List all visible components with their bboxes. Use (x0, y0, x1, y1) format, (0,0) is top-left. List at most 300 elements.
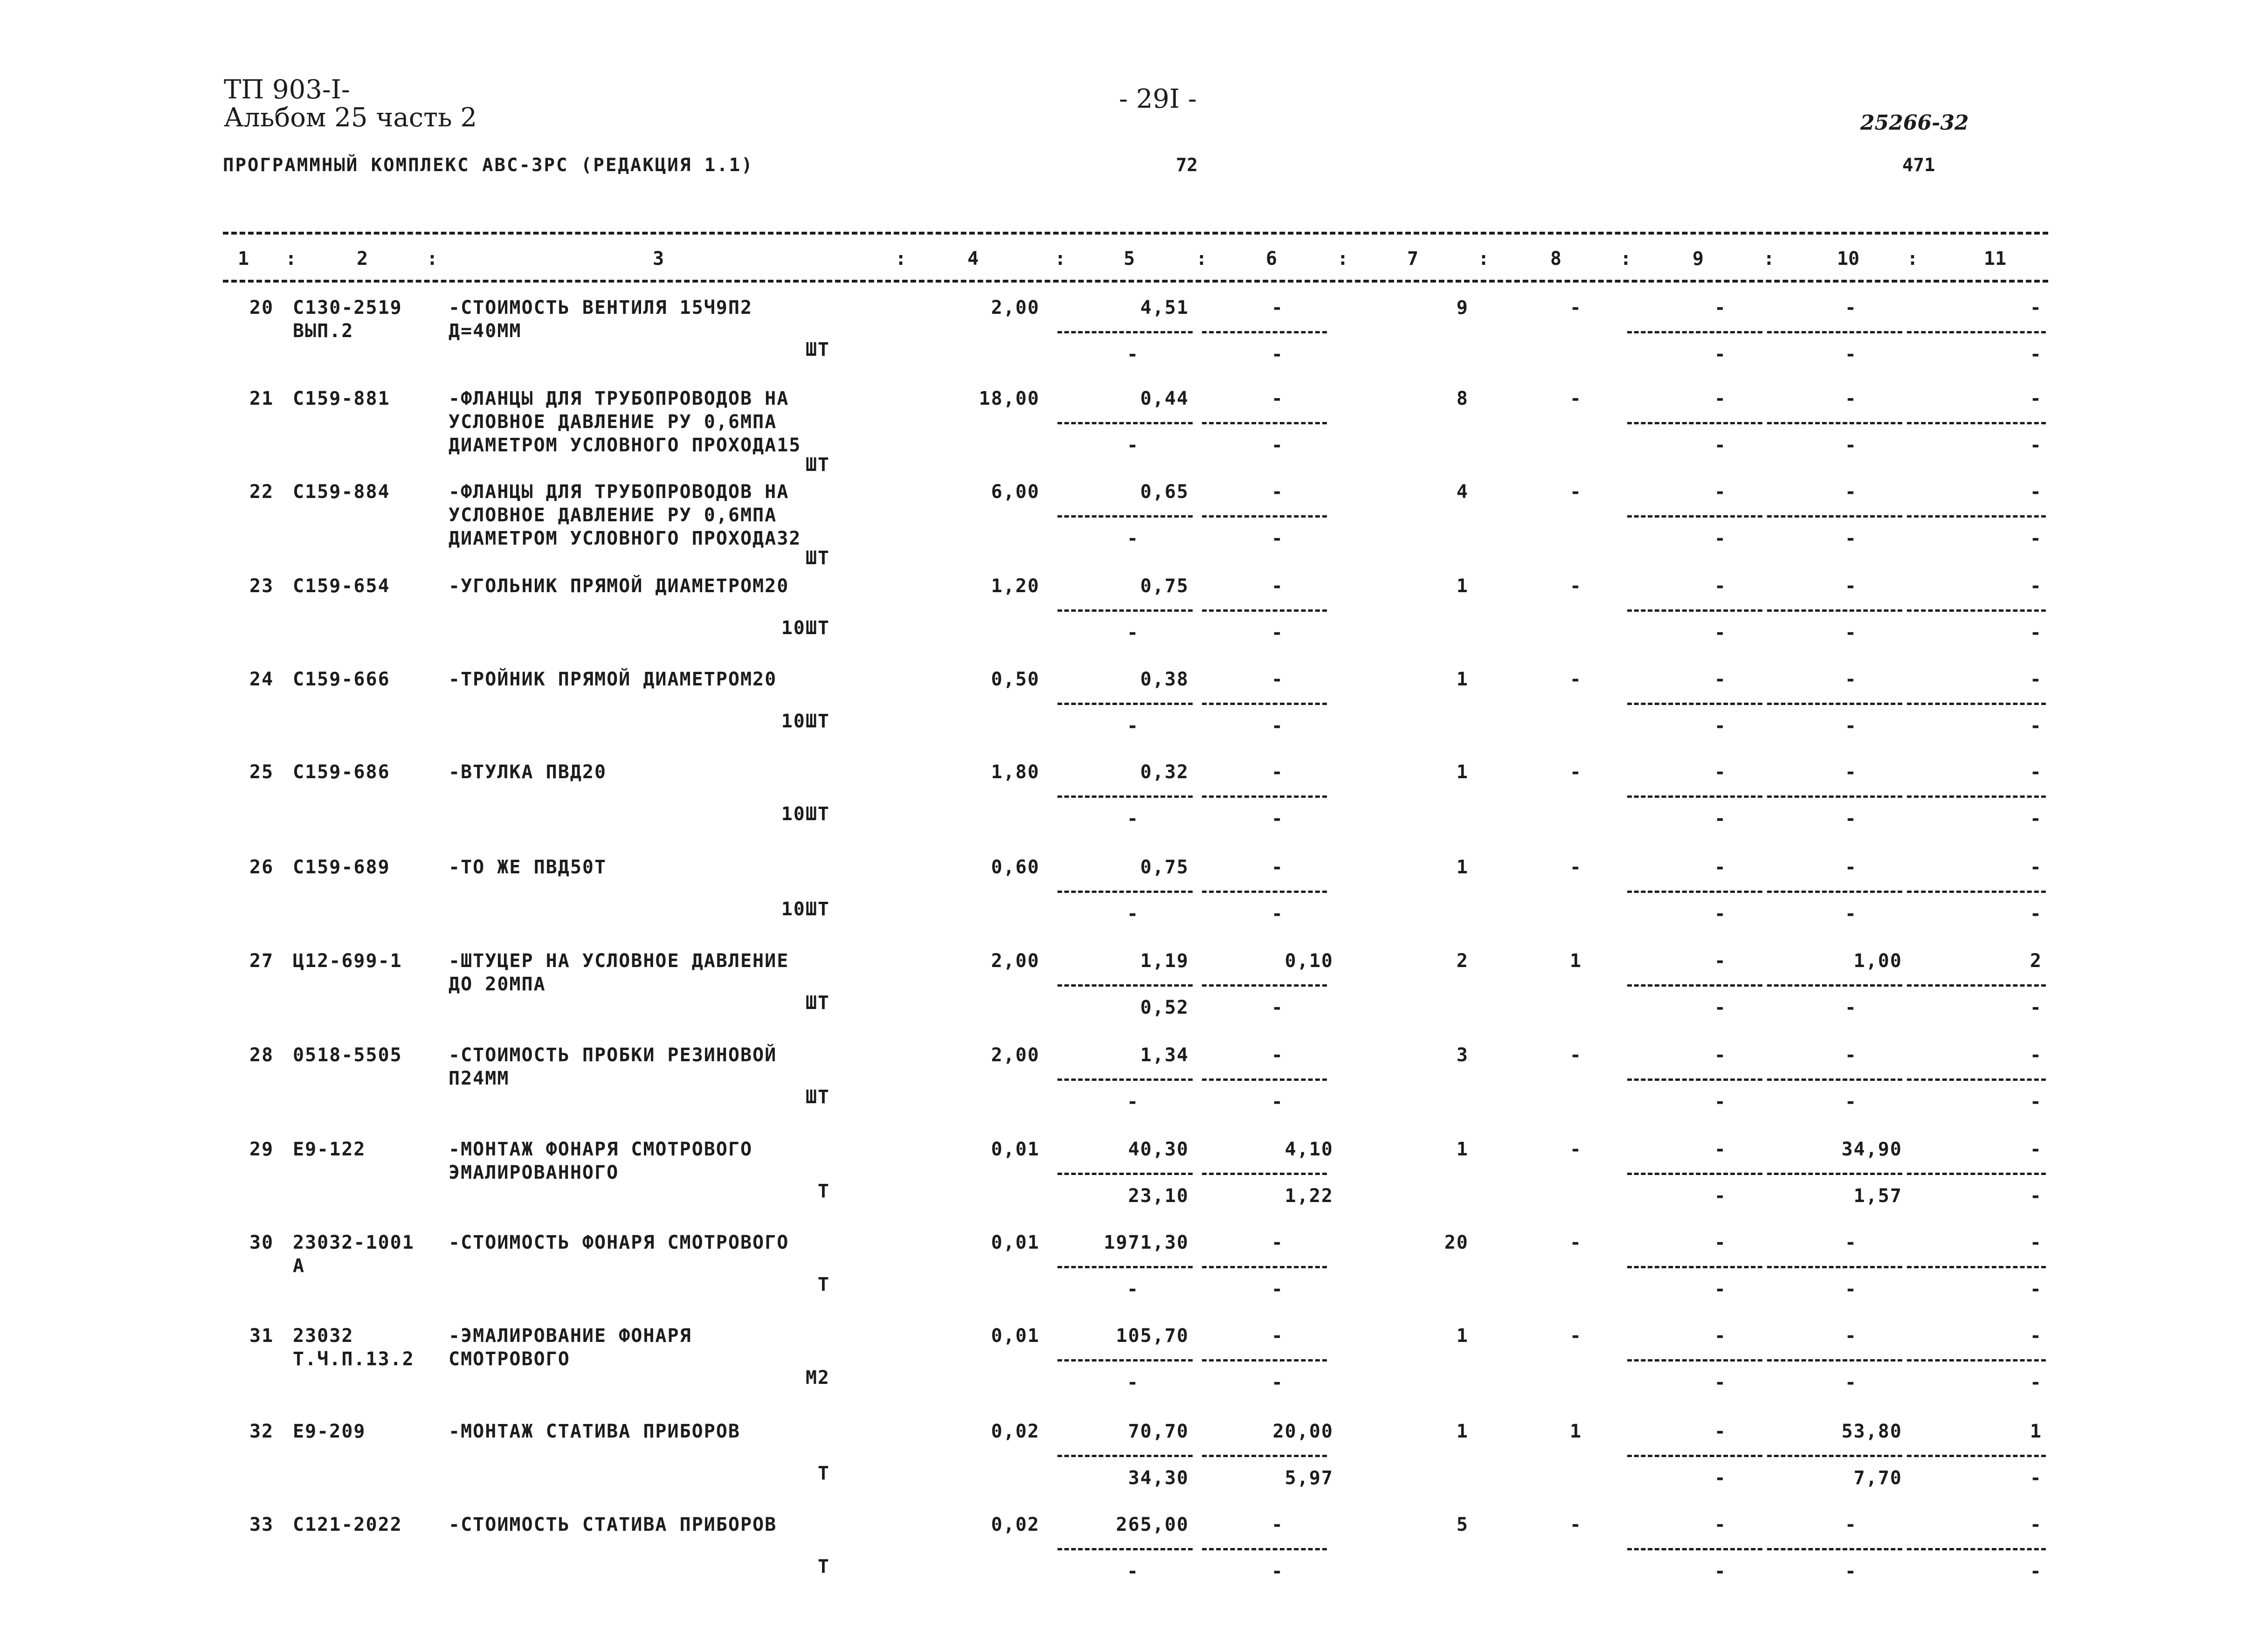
cost-divider (1907, 891, 2046, 893)
column-9-sub: - (1714, 435, 1727, 456)
cost-machines-sub: - (1271, 1561, 1284, 1582)
rate-code-extra: Т.Ч.П.13.2 (293, 1348, 414, 1370)
rate-code-extra: А (293, 1255, 305, 1277)
cost-divider (1627, 515, 1762, 518)
column-11-value: 1 (2030, 1421, 2042, 1442)
cost-divider (1627, 1455, 1762, 1457)
column-9-value: - (1714, 388, 1727, 409)
column-7-value: 1 (1456, 1139, 1469, 1160)
column-separator: : (1478, 248, 1490, 270)
row-number: 29 (249, 1139, 274, 1160)
rate-code: 0518-5505 (293, 1044, 402, 1066)
cost-divider (1627, 891, 1762, 893)
unit-of-measure: Т (817, 1463, 830, 1484)
cost-total-sub: - (1126, 903, 1139, 925)
row-number: 25 (249, 761, 274, 783)
column-9-value: - (1714, 575, 1727, 597)
cost-total-sub: - (1126, 528, 1139, 549)
item-description: -ТО ЖЕ ПВД50Т (449, 857, 607, 878)
cost-divider (1907, 331, 2046, 333)
column-separator: : (1337, 248, 1349, 270)
cost-machines: - (1271, 669, 1284, 690)
item-description: -МОНТАЖ ФОНАРЯ СМОТРОВОГО (449, 1139, 753, 1160)
column-11-value: - (2030, 669, 2042, 690)
quantity: 0,60 (991, 857, 1040, 878)
column-separator: : (1620, 248, 1632, 270)
item-description: ДИАМЕТРОМ УСЛОВНОГО ПРОХОДА15 (449, 435, 801, 456)
quantity: 0,02 (991, 1514, 1040, 1535)
item-description: -ФЛАНЦЫ ДЛЯ ТРУБОПРОВОДОВ НА (449, 388, 789, 409)
cost-machines: - (1271, 1514, 1284, 1535)
column-10-value: - (1844, 669, 1857, 690)
column-header-11: 11 (1984, 248, 2007, 270)
column-10-sub: - (1844, 1091, 1857, 1113)
column-10-sub: - (1844, 808, 1857, 829)
cost-divider (1627, 331, 1762, 333)
row-number: 26 (249, 857, 274, 878)
column-11-sub: - (2030, 435, 2042, 456)
column-header-2: 2 (357, 248, 368, 270)
cost-total-sub: - (1126, 1561, 1139, 1582)
cost-divider (1907, 422, 2046, 424)
column-9-value: - (1714, 1044, 1727, 1066)
row-number: 22 (249, 481, 274, 503)
cost-total-sub: - (1126, 715, 1139, 737)
column-10-value: - (1844, 388, 1857, 409)
item-description: -ВТУЛКА ПВД20 (449, 761, 607, 783)
cost-total: 265,00 (1116, 1514, 1189, 1535)
cost-divider (1767, 422, 1902, 424)
cost-divider (1767, 1173, 1902, 1175)
cost-divider (1907, 1455, 2046, 1457)
cost-divider (1767, 1359, 1902, 1362)
column-11-sub: - (2030, 622, 2042, 643)
column-9-sub: - (1714, 1467, 1727, 1489)
cost-divider (1057, 1455, 1193, 1457)
cost-divider (1627, 1266, 1762, 1268)
column-11-value: - (2030, 481, 2042, 503)
column-11-value: - (2030, 1325, 2042, 1347)
unit-of-measure: Т (817, 1274, 830, 1295)
column-7-value: 20 (1444, 1232, 1469, 1253)
column-11-sub: - (2030, 528, 2042, 549)
cost-total: 70,70 (1128, 1421, 1189, 1442)
row-number: 30 (249, 1232, 274, 1253)
item-description: -ЭМАЛИРОВАНИЕ ФОНАРЯ (449, 1325, 692, 1347)
cost-divider (1627, 795, 1762, 798)
column-8-value: - (1569, 481, 1582, 503)
cost-divider (1767, 891, 1902, 893)
cost-machines: - (1271, 1044, 1284, 1066)
column-9-sub: - (1714, 808, 1727, 829)
cost-machines: 0,10 (1284, 950, 1333, 972)
cost-divider (1057, 422, 1193, 424)
column-8-value: - (1569, 1514, 1582, 1535)
rate-code: С159-881 (293, 388, 390, 409)
column-7-value: 1 (1456, 1325, 1469, 1347)
item-description: СМОТРОВОГО (449, 1348, 570, 1370)
cost-divider (1057, 891, 1193, 893)
column-10-value: 1,00 (1853, 950, 1902, 972)
cost-total: 0,75 (1140, 575, 1189, 597)
column-10-value: - (1844, 857, 1857, 878)
column-8-value: 1 (1569, 1421, 1582, 1442)
cost-machines-sub: - (1271, 435, 1284, 456)
column-8-value: - (1569, 669, 1582, 690)
cost-machines-sub: - (1271, 808, 1284, 829)
column-9-sub: - (1714, 1561, 1727, 1582)
item-description: -ТРОЙНИК ПРЯМОЙ ДИАМЕТРОМ20 (449, 669, 777, 690)
item-description: -СТОИМОСТЬ ВЕНТИЛЯ 15Ч9П2 (449, 297, 753, 318)
column-9-sub: - (1714, 344, 1727, 365)
item-description: ДИАМЕТРОМ УСЛОВНОГО ПРОХОДА32 (449, 528, 801, 549)
unit-of-measure: ШТ (805, 339, 830, 360)
row-number: 24 (249, 669, 274, 690)
cost-divider (1057, 1266, 1193, 1268)
rate-code: С121-2022 (293, 1514, 402, 1535)
column-9-value: - (1714, 1325, 1727, 1347)
column-separator: : (427, 248, 438, 270)
item-description: Д=40ММ (449, 320, 522, 342)
column-9-value: - (1714, 481, 1727, 503)
cost-divider (1202, 1455, 1327, 1457)
column-11-value: - (2030, 575, 2042, 597)
cost-divider (1907, 609, 2046, 612)
column-7-value: 5 (1456, 1514, 1469, 1535)
cost-total: 0,32 (1140, 761, 1189, 783)
unit-of-measure: 10ШТ (781, 617, 830, 639)
cost-divider (1627, 703, 1762, 705)
cost-divider (1907, 1359, 2046, 1362)
cost-total-sub: - (1126, 1091, 1139, 1113)
column-11-sub: - (2030, 808, 2042, 829)
item-description: -ШТУЦЕР НА УСЛОВНОЕ ДАВЛЕНИЕ (449, 950, 789, 972)
column-9-value: - (1714, 1514, 1727, 1535)
cost-machines: 20,00 (1272, 1421, 1333, 1442)
item-description: -ФЛАНЦЫ ДЛЯ ТРУБОПРОВОДОВ НА (449, 481, 789, 503)
item-description: УСЛОВНОЕ ДАВЛЕНИЕ РУ 0,6МПА (449, 505, 777, 526)
column-8-value: - (1569, 1325, 1582, 1347)
cost-total: 0,38 (1140, 669, 1189, 690)
item-description: УСЛОВНОЕ ДАВЛЕНИЕ РУ 0,6МПА (449, 411, 777, 433)
column-10-value: - (1844, 1232, 1857, 1253)
cost-total-sub: - (1126, 808, 1139, 829)
column-10-sub: 7,70 (1853, 1467, 1902, 1489)
column-11-sub: - (2030, 1091, 2042, 1113)
column-9-value: - (1714, 1139, 1727, 1160)
cost-divider (1202, 1173, 1327, 1175)
cost-divider (1767, 795, 1902, 798)
column-11-value: - (2030, 1514, 2042, 1535)
cost-divider (1767, 703, 1902, 705)
column-10-sub: - (1844, 1279, 1857, 1300)
column-10-sub: - (1844, 622, 1857, 643)
cost-machines-sub: 1,22 (1284, 1185, 1333, 1207)
row-number: 23 (249, 575, 274, 597)
row-number: 20 (249, 297, 274, 318)
cost-divider (1202, 703, 1327, 705)
column-8-value: - (1569, 1232, 1582, 1253)
project-code: ТП 903-I- (224, 75, 350, 105)
column-10-sub: - (1844, 435, 1857, 456)
column-7-value: 1 (1456, 761, 1469, 783)
cost-machines: - (1271, 575, 1284, 597)
column-10-sub: 1,57 (1853, 1185, 1902, 1207)
column-11-value: - (2030, 761, 2042, 783)
column-11-value: - (2030, 1232, 2042, 1253)
column-9-value: - (1714, 297, 1727, 318)
sheet-number-72: 72 (1176, 155, 1198, 176)
quantity: 2,00 (991, 297, 1040, 318)
cost-divider (1202, 1078, 1327, 1081)
cost-total-sub: - (1126, 1279, 1139, 1300)
rate-code: С159-686 (293, 761, 390, 783)
cost-divider (1057, 1078, 1193, 1081)
quantity: 0,01 (991, 1232, 1040, 1253)
cost-divider (1907, 1078, 2046, 1081)
quantity: 0,01 (991, 1139, 1040, 1160)
column-8-value: - (1569, 1139, 1582, 1160)
program-title: ПРОГРАММНЫЙ КОМПЛЕКС АВС-3РС (РЕДАКЦИЯ 1.1) (223, 155, 754, 176)
column-9-value: - (1714, 1232, 1727, 1253)
unit-of-measure: 10ШТ (781, 711, 830, 732)
cost-machines-sub: - (1271, 1091, 1284, 1113)
cost-divider (1202, 1548, 1327, 1550)
cost-divider (1202, 331, 1327, 333)
rate-code: Е9-209 (293, 1421, 366, 1442)
cost-divider (1057, 1173, 1193, 1175)
unit-of-measure: 10ШТ (781, 803, 830, 825)
cost-divider (1907, 1173, 2046, 1175)
cost-divider (1907, 515, 2046, 518)
rate-code: С130-2519 (293, 297, 402, 318)
cost-divider (1627, 1548, 1762, 1550)
rate-code: С159-666 (293, 669, 390, 690)
column-separator: : (285, 248, 297, 270)
rate-code: Е9-122 (293, 1139, 366, 1160)
column-9-sub: - (1714, 1279, 1727, 1300)
column-separator: : (1196, 248, 1208, 270)
item-description: -УГОЛЬНИК ПРЯМОЙ ДИАМЕТРОМ20 (449, 575, 789, 597)
rate-code-extra: ВЫП.2 (293, 320, 354, 342)
unit-of-measure: ШТ (805, 992, 830, 1014)
column-11-value: 2 (2030, 950, 2042, 972)
column-9-sub: - (1714, 528, 1727, 549)
column-11-value: - (2030, 297, 2042, 318)
column-header-4: 4 (967, 248, 979, 270)
cost-machines: - (1271, 761, 1284, 783)
quantity: 0,01 (991, 1325, 1040, 1347)
item-description: -МОНТАЖ СТАТИВА ПРИБОРОВ (449, 1421, 740, 1442)
cost-divider (1767, 1078, 1902, 1081)
cost-divider (1057, 984, 1193, 987)
column-9-sub: - (1714, 1091, 1727, 1113)
column-header-8: 8 (1550, 248, 1562, 270)
cost-total-sub: - (1126, 344, 1139, 365)
cost-divider (1907, 1266, 2046, 1268)
cost-divider (1057, 331, 1193, 333)
cost-divider (1057, 609, 1193, 612)
rate-code: С159-689 (293, 857, 390, 878)
column-11-sub: - (2030, 344, 2042, 365)
column-7-value: 3 (1456, 1044, 1469, 1066)
column-9-value: - (1714, 761, 1727, 783)
unit-of-measure: ШТ (805, 547, 830, 569)
quantity: 6,00 (991, 481, 1040, 503)
unit-of-measure: ШТ (805, 454, 830, 476)
rate-code: 23032-1001 (293, 1232, 414, 1253)
cost-total: 0,44 (1140, 388, 1189, 409)
column-11-value: - (2030, 1044, 2042, 1066)
column-9-value: - (1714, 857, 1727, 878)
unit-of-measure: Т (817, 1181, 830, 1202)
column-10-sub: - (1844, 715, 1857, 737)
table-header-rule (223, 280, 2048, 283)
unit-of-measure: ШТ (805, 1086, 830, 1108)
column-11-sub: - (2030, 903, 2042, 925)
column-separator: : (1907, 248, 1919, 270)
quantity: 0,02 (991, 1421, 1040, 1442)
column-separator: : (1763, 248, 1775, 270)
column-11-sub: - (2030, 1372, 2042, 1393)
cost-total: 40,30 (1128, 1139, 1189, 1160)
unit-of-measure: Т (817, 1556, 830, 1577)
quantity: 2,00 (991, 1044, 1040, 1066)
cost-machines-sub: - (1271, 1279, 1284, 1300)
cost-total: 1,34 (1140, 1044, 1189, 1066)
cost-divider (1767, 984, 1902, 987)
item-description: П24ММ (449, 1068, 510, 1089)
cost-total-sub: 23,10 (1128, 1185, 1189, 1207)
cost-divider (1767, 609, 1902, 612)
column-10-value: - (1844, 1514, 1857, 1535)
cost-divider (1202, 1359, 1327, 1362)
cost-machines-sub: - (1271, 622, 1284, 643)
column-9-sub: - (1714, 997, 1727, 1018)
column-10-value: - (1844, 1044, 1857, 1066)
column-8-value: - (1569, 857, 1582, 878)
column-11-value: - (2030, 857, 2042, 878)
rate-code: С159-884 (293, 481, 390, 503)
row-number: 27 (249, 950, 274, 972)
column-10-sub: - (1844, 903, 1857, 925)
cost-divider (1057, 515, 1193, 518)
column-separator: : (895, 248, 907, 270)
cost-divider (1907, 1548, 2046, 1550)
column-10-value: - (1844, 481, 1857, 503)
column-header-5: 5 (1124, 248, 1135, 270)
cost-divider (1202, 422, 1327, 424)
item-description: ДО 20МПА (449, 974, 546, 995)
cost-machines: - (1271, 1325, 1284, 1347)
quantity: 18,00 (979, 388, 1040, 409)
column-11-sub: - (2030, 997, 2042, 1018)
cost-total-sub: - (1126, 1372, 1139, 1393)
cost-total: 0,75 (1140, 857, 1189, 878)
column-9-sub: - (1714, 622, 1727, 643)
cost-divider (1202, 891, 1327, 893)
column-header-10: 10 (1837, 248, 1860, 270)
cost-divider (1627, 984, 1762, 987)
cost-machines: - (1271, 1232, 1284, 1253)
column-8-value: - (1569, 1044, 1582, 1066)
cost-machines-sub: - (1271, 903, 1284, 925)
cost-divider (1202, 515, 1327, 518)
column-9-value: - (1714, 950, 1727, 972)
rate-code: Ц12-699-1 (293, 950, 402, 972)
column-8-value: 1 (1569, 950, 1582, 972)
row-number: 28 (249, 1044, 274, 1066)
cost-machines-sub: - (1271, 715, 1284, 737)
column-10-value: 53,80 (1841, 1421, 1902, 1442)
column-10-value: - (1844, 1325, 1857, 1347)
column-10-sub: - (1844, 1561, 1857, 1582)
cost-divider (1767, 1548, 1902, 1550)
column-7-value: 9 (1456, 297, 1469, 318)
cost-divider (1057, 1548, 1193, 1550)
column-11-value: - (2030, 1139, 2042, 1160)
cost-divider (1907, 703, 2046, 705)
column-9-sub: - (1714, 1185, 1727, 1207)
cost-divider (1767, 515, 1902, 518)
column-header-9: 9 (1692, 248, 1704, 270)
cost-divider (1627, 1173, 1762, 1175)
cost-machines: - (1271, 857, 1284, 878)
rate-code: С159-654 (293, 575, 390, 597)
cost-divider (1202, 984, 1327, 987)
column-7-value: 4 (1456, 481, 1469, 503)
cost-machines-sub: 5,97 (1284, 1467, 1333, 1489)
column-10-sub: - (1844, 997, 1857, 1018)
column-7-value: 1 (1456, 857, 1469, 878)
column-8-value: - (1569, 297, 1582, 318)
cost-divider (1202, 609, 1327, 612)
cost-divider (1202, 795, 1327, 798)
column-7-value: 1 (1456, 575, 1469, 597)
cost-total: 1,19 (1140, 950, 1189, 972)
cost-total-sub: 0,52 (1140, 997, 1189, 1018)
column-9-sub: - (1714, 903, 1727, 925)
column-10-sub: - (1844, 528, 1857, 549)
column-7-value: 8 (1456, 388, 1469, 409)
table-top-rule (223, 232, 2048, 235)
row-number: 32 (249, 1421, 274, 1442)
cost-divider (1907, 795, 2046, 798)
quantity: 2,00 (991, 950, 1040, 972)
column-7-value: 1 (1456, 669, 1469, 690)
unit-of-measure: М2 (805, 1367, 830, 1389)
item-description: -СТОИМОСТЬ СТАТИВА ПРИБОРОВ (449, 1514, 777, 1535)
cost-machines-sub: - (1271, 528, 1284, 549)
cost-divider (1767, 1455, 1902, 1457)
cost-total-sub: - (1126, 435, 1139, 456)
cost-total: 4,51 (1140, 297, 1189, 318)
item-description: -СТОИМОСТЬ ФОНАРЯ СМОТРОВОГО (449, 1232, 789, 1253)
quantity: 1,20 (991, 575, 1040, 597)
column-header-6: 6 (1266, 248, 1277, 270)
column-11-value: - (2030, 388, 2042, 409)
cost-divider (1627, 422, 1762, 424)
cost-machines: - (1271, 388, 1284, 409)
column-10-sub: - (1844, 1372, 1857, 1393)
cost-machines-sub: - (1271, 1372, 1284, 1393)
column-11-sub: - (2030, 1279, 2042, 1300)
column-10-sub: - (1844, 344, 1857, 365)
item-description: -СТОИМОСТЬ ПРОБКИ РЕЗИНОВОЙ (449, 1044, 777, 1066)
column-10-value: - (1844, 575, 1857, 597)
column-8-value: - (1569, 388, 1582, 409)
cost-total-sub: - (1126, 622, 1139, 643)
